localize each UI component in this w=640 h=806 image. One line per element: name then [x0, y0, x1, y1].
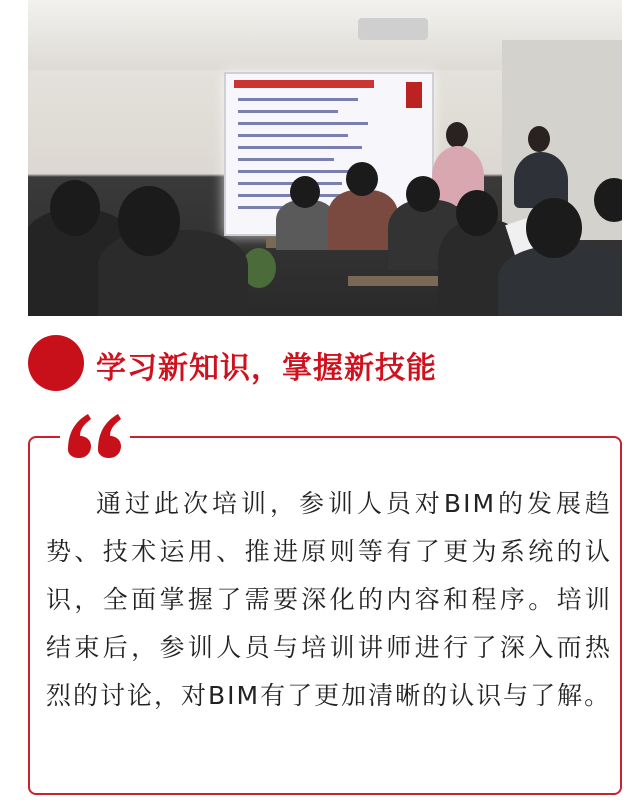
section-title: 学习新知识，掌握新技能 — [96, 351, 437, 386]
quotation-mark-icon — [60, 398, 130, 468]
projector — [358, 18, 428, 40]
quote-paragraph: 通过此次培训，参训人员对BIM的发展趋势、技术运用、推进原则等有了更为系统的认识，全面掌握了需要深化的内容和程序。培训结束后，参训人员与培训讲师进行了深入而热烈的讨论，对BIM有了更加清晰的认识与了解。 — [46, 489, 612, 710]
attendee-head — [50, 180, 100, 236]
presenter-head — [446, 122, 468, 148]
attendee-head — [526, 198, 582, 258]
attendee-head — [346, 162, 378, 196]
section-header — [28, 332, 622, 392]
attendee-head — [118, 186, 180, 256]
attendee-head — [406, 176, 440, 212]
red-circle-bullet-icon — [28, 335, 84, 391]
attendee-head — [290, 176, 320, 208]
attendee-head — [456, 190, 498, 236]
host-head — [528, 126, 550, 152]
training-session-photo — [28, 0, 622, 316]
